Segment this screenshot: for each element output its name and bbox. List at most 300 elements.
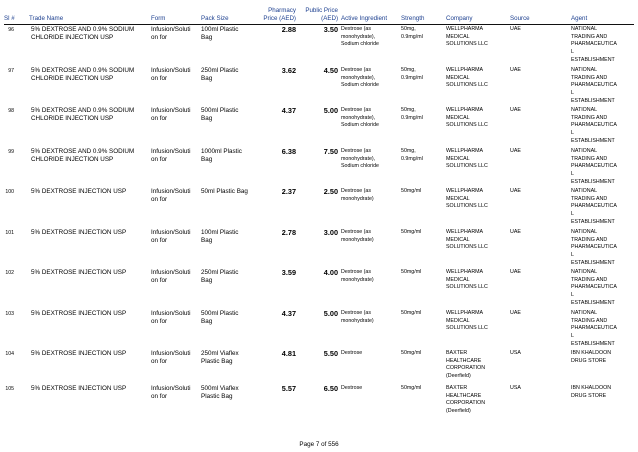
cell-line: (Deerfield) <box>446 373 471 380</box>
cell-line: 50mg/ml <box>401 310 422 316</box>
cell-line: SOLUTIONS LLC <box>446 163 488 170</box>
cell-line: monohydrate), <box>341 114 376 121</box>
table-row <box>0 385 638 425</box>
cell-public-price: 3.50 <box>323 25 338 34</box>
row-sl-number: 98 <box>8 108 14 114</box>
header-divider <box>4 24 634 25</box>
cell-line: Dextrose <box>341 350 363 356</box>
cell-public-price: 5.50 <box>323 349 338 358</box>
cell-pack-size <box>201 26 238 43</box>
cell-line: 0.9mg/ml <box>401 155 423 162</box>
cell-line: 100ml Plastic <box>201 229 239 236</box>
header-source: Source <box>510 15 530 22</box>
cell-agent <box>571 350 611 365</box>
cell-public-price: 4.00 <box>323 268 338 277</box>
cell-active-ingredient <box>341 310 374 325</box>
header-pharmacy-price-line2: Price (AED) <box>263 15 296 22</box>
cell-trade-name <box>31 148 134 165</box>
cell-trade-name <box>31 310 126 318</box>
cell-line: TRADING AND <box>571 195 608 202</box>
cell-line: CHLORIDE INJECTION USP <box>31 156 114 164</box>
cell-line: 5% DEXTROSE AND 0.9% SODIUM <box>31 67 135 74</box>
cell-agent <box>571 148 617 187</box>
cell-line: 100ml Plastic <box>201 26 239 33</box>
cell-line: ESTABLISHMENT <box>571 178 615 185</box>
cell-source: UAE <box>510 26 521 32</box>
cell-line: IBN KHALDOON <box>571 350 612 356</box>
cell-form <box>151 269 191 286</box>
cell-line: Plastic Bag <box>201 393 233 401</box>
cell-line: 5% DEXTROSE INJECTION USP <box>31 269 127 276</box>
cell-line: on for <box>151 358 168 366</box>
cell-line: on for <box>151 75 168 83</box>
cell-line: 5% DEXTROSE INJECTION USP <box>31 229 127 236</box>
cell-line: Bag <box>201 156 213 164</box>
row-sl-number: 104 <box>5 351 14 357</box>
cell-line: ESTABLISHMENT <box>571 218 615 225</box>
row-sl-number: 101 <box>5 230 14 236</box>
cell-line: Infusion/Soluti <box>151 188 191 195</box>
cell-line: monohydrate) <box>341 317 374 324</box>
cell-line: Dextrose (as <box>341 188 372 194</box>
cell-company <box>446 67 488 90</box>
cell-strength <box>401 229 421 237</box>
cell-line: DRUG STORE <box>571 392 607 399</box>
cell-line: WELLPHARMA <box>446 310 484 316</box>
cell-line: on for <box>151 318 168 326</box>
header-agent: Agent <box>571 15 588 22</box>
cell-line: CHLORIDE INJECTION USP <box>31 34 114 42</box>
cell-line: ESTABLISHMENT <box>571 56 615 63</box>
cell-public-price: 7.50 <box>323 147 338 156</box>
cell-source: UAE <box>510 310 521 316</box>
cell-pharmacy-price: 2.37 <box>281 187 296 196</box>
cell-active-ingredient <box>341 26 379 49</box>
cell-line: 250ml Plastic <box>201 67 239 74</box>
cell-line: NATIONAL <box>571 269 598 275</box>
cell-strength <box>401 385 421 393</box>
cell-line: MEDICAL <box>446 33 470 40</box>
header-form: Form <box>151 15 166 22</box>
row-sl-number: 96 <box>8 27 14 33</box>
cell-pharmacy-price: 3.62 <box>281 66 296 75</box>
cell-line: Infusion/Soluti <box>151 385 191 392</box>
cell-line: Bag <box>201 115 213 123</box>
cell-line: L <box>571 49 574 56</box>
page-footer: Page 7 of 556 <box>299 441 339 448</box>
cell-line: NATIONAL <box>571 26 598 32</box>
cell-line: 50mg, <box>401 148 416 154</box>
cell-active-ingredient <box>341 350 362 358</box>
cell-line: NATIONAL <box>571 229 598 235</box>
cell-line: on for <box>151 393 168 401</box>
cell-line: monohydrate) <box>341 276 374 283</box>
cell-line: Bag <box>201 75 213 83</box>
cell-company <box>446 229 488 252</box>
cell-line: 500ml Plastic <box>201 107 239 114</box>
cell-line: WELLPHARMA <box>446 148 484 154</box>
cell-line: ESTABLISHMENT <box>571 340 615 347</box>
table-row <box>0 350 638 390</box>
cell-strength <box>401 188 421 196</box>
cell-line: Infusion/Soluti <box>151 107 191 114</box>
cell-line: MEDICAL <box>446 114 470 121</box>
cell-strength <box>401 350 421 358</box>
cell-line: 50mg/ml <box>401 385 422 391</box>
cell-line: 5% DEXTROSE INJECTION USP <box>31 385 127 392</box>
cell-line: 0.9mg/ml <box>401 33 423 40</box>
table-row <box>0 269 638 309</box>
cell-line: 5% DEXTROSE INJECTION USP <box>31 310 127 317</box>
cell-line: SOLUTIONS LLC <box>446 244 488 251</box>
cell-line: NATIONAL <box>571 107 598 113</box>
cell-pharmacy-price: 5.57 <box>281 384 296 393</box>
cell-public-price: 4.50 <box>323 66 338 75</box>
cell-form <box>151 67 191 84</box>
cell-line: WELLPHARMA <box>446 188 484 194</box>
cell-line: WELLPHARMA <box>446 26 484 32</box>
cell-line: TRADING AND <box>571 74 608 81</box>
cell-line: HEALTHCARE <box>446 392 482 399</box>
cell-line: monohydrate), <box>341 74 376 81</box>
cell-active-ingredient <box>341 269 374 284</box>
cell-strength <box>401 26 423 41</box>
cell-line: SOLUTIONS LLC <box>446 203 488 210</box>
cell-agent <box>571 310 617 349</box>
cell-company <box>446 385 485 416</box>
cell-active-ingredient <box>341 229 374 244</box>
table-row <box>0 67 638 107</box>
row-sl-number: 102 <box>5 270 14 276</box>
table-row <box>0 107 638 147</box>
cell-line: Plastic Bag <box>201 358 233 366</box>
cell-line: on for <box>151 115 168 123</box>
cell-line: IBN KHALDOON <box>571 385 612 391</box>
cell-source: USA <box>510 350 521 356</box>
cell-line: SOLUTIONS LLC <box>446 325 488 332</box>
cell-line: MEDICAL <box>446 74 470 81</box>
cell-strength <box>401 107 423 122</box>
cell-line: 0.9mg/ml <box>401 74 423 81</box>
header-company: Company <box>446 15 473 22</box>
cell-active-ingredient <box>341 188 374 203</box>
cell-line: 50mg, <box>401 107 416 113</box>
cell-strength <box>401 148 423 163</box>
cell-line: Dextrose (as <box>341 26 372 32</box>
cell-line: 1000ml Plastic <box>201 148 242 155</box>
cell-line: CHLORIDE INJECTION USP <box>31 115 114 123</box>
cell-form <box>151 385 191 402</box>
cell-agent <box>571 269 617 308</box>
cell-source: UAE <box>510 188 521 194</box>
cell-line: (Deerfield) <box>446 408 471 415</box>
cell-line: 250ml Plastic <box>201 269 239 276</box>
header-public-price-line1: Public Price <box>305 7 338 14</box>
cell-form <box>151 148 191 165</box>
cell-line: NATIONAL <box>571 188 598 194</box>
cell-line: Dextrose (as <box>341 269 372 275</box>
cell-line: 50ml Plastic Bag <box>201 188 248 195</box>
cell-line: MEDICAL <box>446 236 470 243</box>
cell-pharmacy-price: 4.81 <box>281 349 296 358</box>
cell-pack-size <box>201 107 238 124</box>
row-sl-number: 100 <box>5 189 14 195</box>
cell-pack-size <box>201 229 238 246</box>
cell-source: UAE <box>510 148 521 154</box>
cell-company <box>446 188 488 211</box>
header-trade-name: Trade Name <box>29 15 64 22</box>
cell-company <box>446 310 488 333</box>
cell-pack-size <box>201 188 248 196</box>
cell-active-ingredient <box>341 148 379 171</box>
cell-agent <box>571 188 617 227</box>
cell-line: monohydrate), <box>341 33 376 40</box>
cell-form <box>151 350 191 367</box>
table-row <box>0 148 638 188</box>
cell-public-price: 2.50 <box>323 187 338 196</box>
row-sl-number: 105 <box>5 386 14 392</box>
cell-line: NATIONAL <box>571 310 598 316</box>
cell-line: L <box>571 211 574 218</box>
cell-line: L <box>571 171 574 178</box>
cell-line: PHARMACEUTICA <box>571 284 617 291</box>
cell-line: MEDICAL <box>446 195 470 202</box>
cell-line: SOLUTIONS LLC <box>446 122 488 129</box>
table-row <box>0 229 638 269</box>
cell-trade-name <box>31 107 134 124</box>
cell-line: BAXTER <box>446 385 468 391</box>
cell-line: WELLPHARMA <box>446 269 484 275</box>
cell-line: 0.9mg/ml <box>401 114 423 121</box>
cell-line: ESTABLISHMENT <box>571 259 615 266</box>
cell-line: PHARMACEUTICA <box>571 163 617 170</box>
table-row <box>0 310 638 350</box>
cell-line: Sodium chloride <box>341 41 379 48</box>
cell-line: Infusion/Soluti <box>151 269 191 276</box>
cell-line: NATIONAL <box>571 148 598 154</box>
cell-agent <box>571 229 617 268</box>
cell-trade-name <box>31 67 134 84</box>
table-row <box>0 188 638 228</box>
cell-line: HEALTHCARE <box>446 357 482 364</box>
cell-pharmacy-price: 2.88 <box>281 25 296 34</box>
cell-line: MEDICAL <box>446 317 470 324</box>
cell-line: ESTABLISHMENT <box>571 97 615 104</box>
cell-line: PHARMACEUTICA <box>571 122 617 129</box>
cell-line: on for <box>151 156 168 164</box>
cell-line: Bag <box>201 277 213 285</box>
cell-trade-name <box>31 269 126 277</box>
cell-line: on for <box>151 277 168 285</box>
cell-line: Bag <box>201 34 213 42</box>
cell-line: 50mg, <box>401 26 416 32</box>
cell-public-price: 3.00 <box>323 228 338 237</box>
cell-line: 50mg/ml <box>401 229 422 235</box>
header-pharmacy-price-line1: Pharmacy <box>268 7 296 14</box>
cell-line: Dextrose (as <box>341 229 372 235</box>
cell-line: WELLPHARMA <box>446 67 484 73</box>
cell-agent <box>571 26 617 65</box>
cell-source: UAE <box>510 229 521 235</box>
cell-line: SOLUTIONS LLC <box>446 41 488 48</box>
cell-line: Infusion/Soluti <box>151 229 191 236</box>
cell-line: Dextrose <box>341 385 363 391</box>
cell-line: Sodium chloride <box>341 82 379 89</box>
table-row <box>0 26 638 66</box>
cell-line: 5% DEXTROSE INJECTION USP <box>31 350 127 357</box>
cell-line: 5% DEXTROSE INJECTION USP <box>31 188 127 195</box>
cell-line: Sodium chloride <box>341 163 379 170</box>
cell-line: Infusion/Soluti <box>151 310 191 317</box>
cell-line: on for <box>151 34 168 42</box>
cell-strength <box>401 67 423 82</box>
cell-line: on for <box>151 237 168 245</box>
row-sl-number: 97 <box>8 68 14 74</box>
cell-line: PHARMACEUTICA <box>571 244 617 251</box>
cell-line: PHARMACEUTICA <box>571 41 617 48</box>
cell-line: 50mg, <box>401 67 416 73</box>
row-sl-number: 103 <box>5 311 14 317</box>
cell-line: CORPORATION <box>446 365 486 372</box>
cell-company <box>446 269 488 292</box>
cell-line: 50mg/ml <box>401 188 422 194</box>
cell-line: 500ml Viaflex <box>201 385 239 392</box>
cell-form <box>151 188 191 205</box>
cell-line: monohydrate) <box>341 236 374 243</box>
cell-active-ingredient <box>341 67 379 90</box>
cell-line: SOLUTIONS LLC <box>446 284 488 291</box>
cell-line: 5% DEXTROSE AND 0.9% SODIUM <box>31 26 135 33</box>
cell-strength <box>401 310 421 318</box>
cell-agent <box>571 385 611 400</box>
cell-line: PHARMACEUTICA <box>571 82 617 89</box>
cell-trade-name <box>31 188 126 196</box>
cell-line: TRADING AND <box>571 317 608 324</box>
cell-line: TRADING AND <box>571 236 608 243</box>
cell-line: 50mg/ml <box>401 350 422 356</box>
cell-agent <box>571 67 617 106</box>
cell-line: Infusion/Soluti <box>151 67 191 74</box>
cell-line: L <box>571 90 574 97</box>
cell-line: monohydrate), <box>341 155 376 162</box>
cell-line: 500ml Plastic <box>201 310 239 317</box>
cell-pack-size <box>201 310 238 327</box>
cell-pack-size <box>201 148 242 165</box>
cell-source: UAE <box>510 269 521 275</box>
cell-line: 50mg/ml <box>401 269 422 275</box>
cell-trade-name <box>31 350 126 358</box>
cell-trade-name <box>31 229 126 237</box>
cell-pack-size <box>201 350 239 367</box>
cell-form <box>151 310 191 327</box>
cell-line: Dextrose (as <box>341 107 372 113</box>
header-active-ingredient: Active Ingredient <box>341 15 388 22</box>
cell-form <box>151 229 191 246</box>
cell-line: NATIONAL <box>571 67 598 73</box>
header-strength: Strength <box>401 15 425 22</box>
cell-line: Infusion/Soluti <box>151 350 191 357</box>
cell-line: Infusion/Soluti <box>151 26 191 33</box>
cell-pack-size <box>201 269 238 286</box>
cell-line: DRUG STORE <box>571 357 607 364</box>
cell-strength <box>401 269 421 277</box>
cell-line: ESTABLISHMENT <box>571 299 615 306</box>
cell-pack-size <box>201 385 239 402</box>
cell-line: PHARMACEUTICA <box>571 325 617 332</box>
cell-line: Infusion/Soluti <box>151 148 191 155</box>
cell-pharmacy-price: 2.78 <box>281 228 296 237</box>
cell-line: ESTABLISHMENT <box>571 137 615 144</box>
cell-line: MEDICAL <box>446 276 470 283</box>
cell-line: Bag <box>201 237 213 245</box>
cell-public-price: 6.50 <box>323 384 338 393</box>
cell-line: SOLUTIONS LLC <box>446 82 488 89</box>
cell-line: L <box>571 333 574 340</box>
cell-active-ingredient <box>341 107 379 130</box>
cell-public-price: 5.00 <box>323 309 338 318</box>
header-sl: Sl # <box>4 15 15 22</box>
cell-pharmacy-price: 6.38 <box>281 147 296 156</box>
cell-line: TRADING AND <box>571 33 608 40</box>
cell-line: 250ml Viaflex <box>201 350 239 357</box>
cell-pharmacy-price: 4.37 <box>281 309 296 318</box>
cell-line: L <box>571 130 574 137</box>
cell-trade-name <box>31 385 126 393</box>
cell-company <box>446 148 488 171</box>
cell-line: on for <box>151 196 168 204</box>
cell-trade-name <box>31 26 134 43</box>
cell-form <box>151 107 191 124</box>
cell-line: 5% DEXTROSE AND 0.9% SODIUM <box>31 148 135 155</box>
cell-agent <box>571 107 617 146</box>
cell-line: TRADING AND <box>571 276 608 283</box>
cell-line: Dextrose (as <box>341 67 372 73</box>
cell-line: Dextrose (as <box>341 310 372 316</box>
cell-line: MEDICAL <box>446 155 470 162</box>
cell-line: L <box>571 252 574 259</box>
cell-company <box>446 350 485 381</box>
cell-line: BAXTER <box>446 350 468 356</box>
row-sl-number: 99 <box>8 149 14 155</box>
cell-company <box>446 107 488 130</box>
cell-form <box>151 26 191 43</box>
cell-company <box>446 26 488 49</box>
cell-source: UAE <box>510 107 521 113</box>
cell-line: Sodium chloride <box>341 122 379 129</box>
cell-line: WELLPHARMA <box>446 229 484 235</box>
cell-public-price: 5.00 <box>323 106 338 115</box>
cell-line: L <box>571 292 574 299</box>
cell-pharmacy-price: 4.37 <box>281 106 296 115</box>
cell-line: TRADING AND <box>571 155 608 162</box>
cell-pack-size <box>201 67 238 84</box>
cell-line: 5% DEXTROSE AND 0.9% SODIUM <box>31 107 135 114</box>
cell-line: PHARMACEUTICA <box>571 203 617 210</box>
header-pack-size: Pack Size <box>201 15 229 22</box>
cell-line: Dextrose (as <box>341 148 372 154</box>
cell-pharmacy-price: 3.59 <box>281 268 296 277</box>
cell-line: Bag <box>201 318 213 326</box>
cell-source: USA <box>510 385 521 391</box>
header-public-price-line2: (AED) <box>321 15 338 22</box>
cell-line: CORPORATION <box>446 400 486 407</box>
cell-active-ingredient <box>341 385 362 393</box>
cell-line: CHLORIDE INJECTION USP <box>31 75 114 83</box>
cell-source: UAE <box>510 67 521 73</box>
cell-line: TRADING AND <box>571 114 608 121</box>
cell-line: WELLPHARMA <box>446 107 484 113</box>
cell-line: monohydrate) <box>341 195 374 202</box>
